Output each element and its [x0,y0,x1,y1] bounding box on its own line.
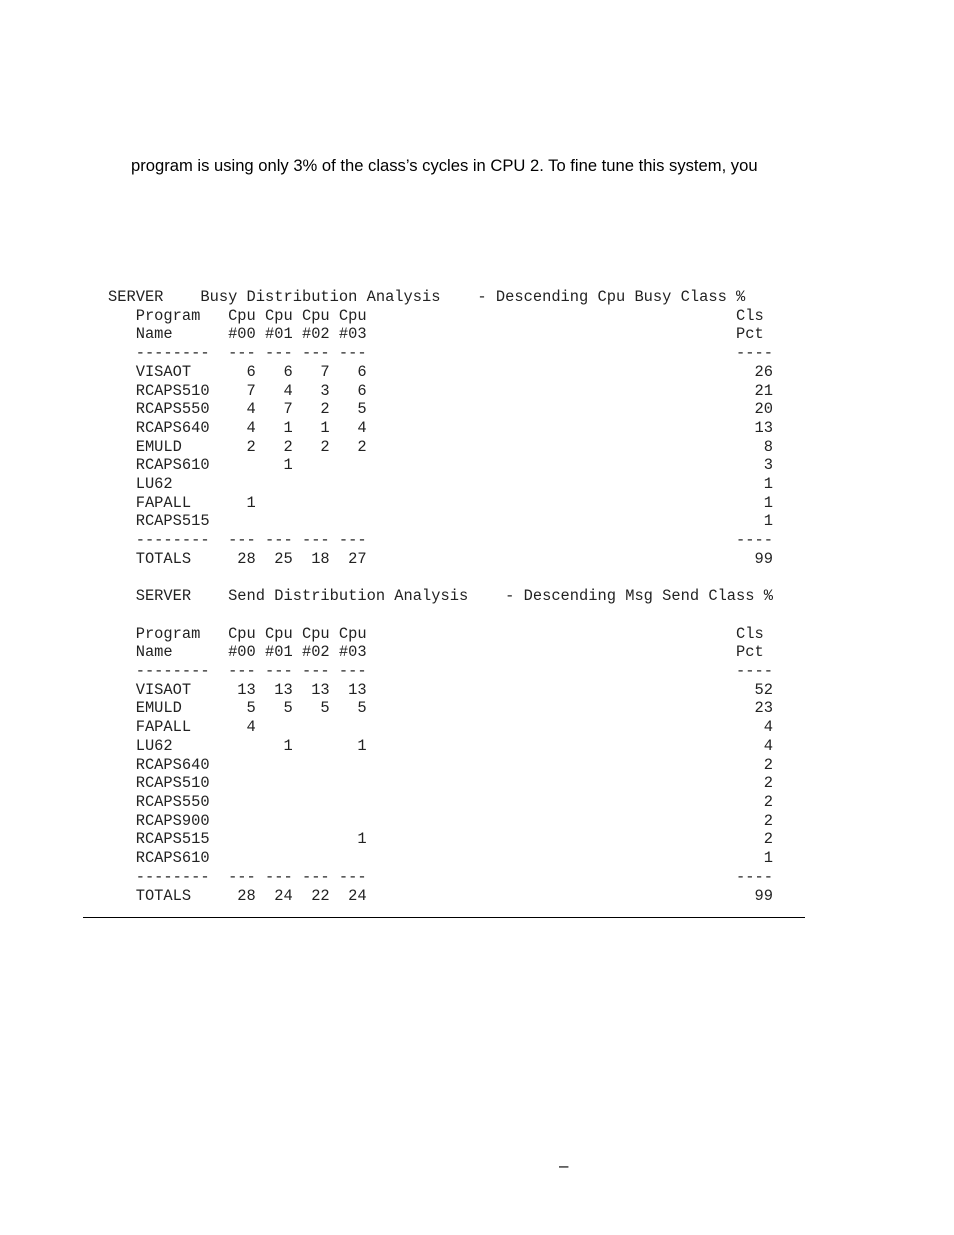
report-line: RCAPS515 1 [108,512,773,531]
report-line: LU62 1 1 4 [108,736,773,755]
page-number-dash: – [559,1156,569,1175]
report-line: RCAPS510 2 [108,774,773,793]
report-line: RCAPS550 2 [108,792,773,811]
report-line: Name #00 #01 #02 #03 Pct [108,325,764,344]
report-line: RCAPS900 2 [108,811,773,830]
report-line: RCAPS515 1 2 [108,830,773,849]
report-line: RCAPS610 1 [108,849,773,868]
report-line: -------- --- --- --- --- ---- [108,531,773,550]
report-line: LU62 1 [108,475,773,494]
body-paragraph: program is using only 3% of the class’s cycles in CPU 2. To fine tune this system, you [131,156,758,175]
report-line: FAPALL 4 4 [108,718,773,737]
report-line: EMULD 5 5 5 5 23 [108,699,773,718]
report-line: Name #00 #01 #02 #03 Pct [108,643,764,662]
report-line: RCAPS610 1 3 [108,456,773,475]
report-line: RCAPS550 4 7 2 5 20 [108,400,773,419]
report-line: RCAPS640 4 1 1 4 13 [108,418,773,437]
distribution-report-listing [108,288,773,905]
report-line: -------- --- --- --- --- ---- [108,867,773,886]
report-line: FAPALL 1 1 [108,493,773,512]
report-line: SERVER Send Distribution Analysis - Descending Msg Send Class % [108,587,773,606]
report-line: SERVER Busy Distribution Analysis - Descending Cpu Busy Class % [108,288,746,306]
report-line: VISAOT 6 6 7 6 26 [108,362,773,381]
report-line: -------- --- --- --- --- ---- [108,662,773,681]
report-line: -------- --- --- --- --- ---- [108,344,773,363]
report-line: TOTALS 28 25 18 27 99 [108,549,773,568]
report-line: TOTALS 28 24 22 24 99 [108,886,773,905]
report-line: EMULD 2 2 2 2 8 [108,437,773,456]
report-line: VISAOT 13 13 13 13 52 [108,680,773,699]
report-line: Program Cpu Cpu Cpu Cpu Cls [108,624,764,643]
report-line: Program Cpu Cpu Cpu Cpu Cls [108,306,764,325]
report-line: RCAPS510 7 4 3 6 21 [108,381,773,400]
report-line: RCAPS640 2 [108,755,773,774]
horizontal-rule [83,917,805,918]
